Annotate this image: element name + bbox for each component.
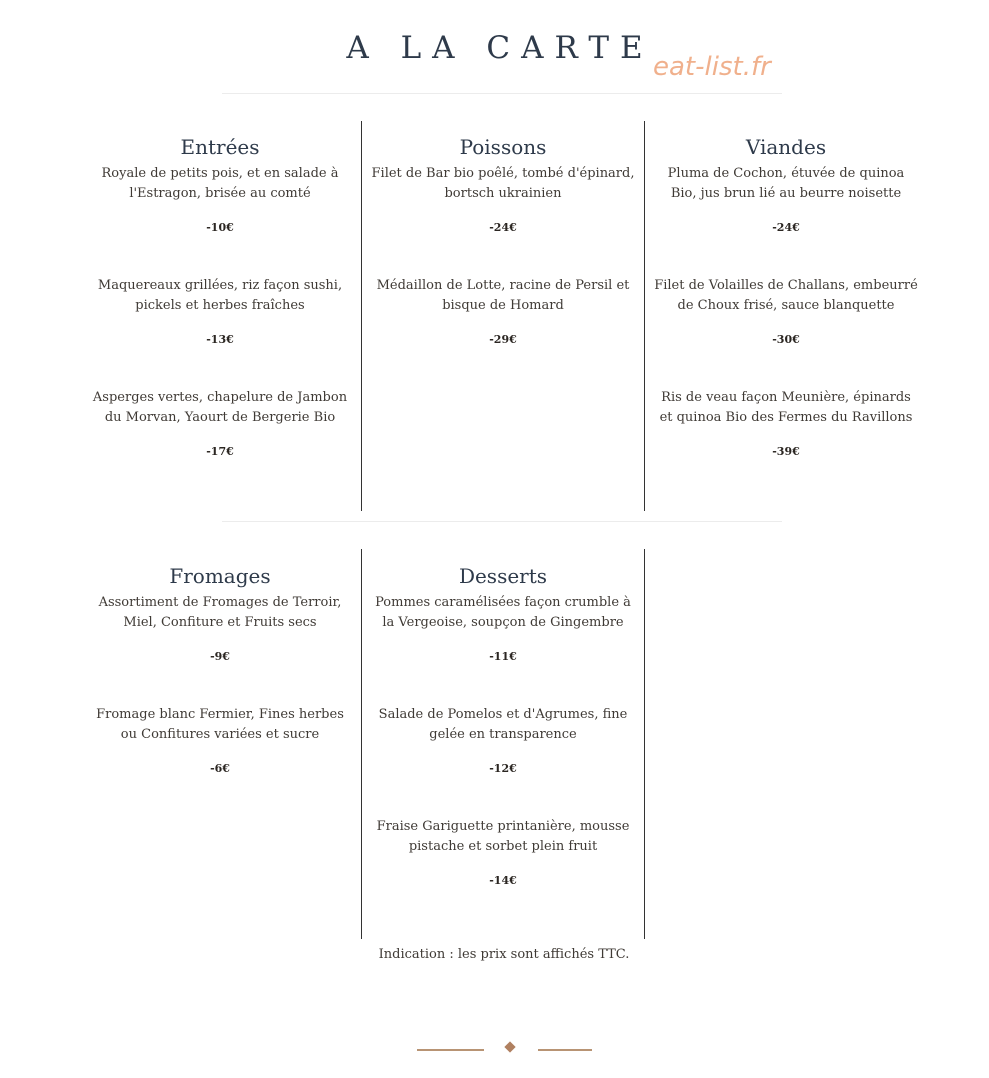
item-price: -24€ [489,221,517,234]
menu-item [644,388,928,500]
item-description: Ris de veau façon Meunière, épinards et quinoa Bio des Fermes du Ravillons [659,390,913,425]
item-price: -13€ [206,333,234,346]
item-description: Médaillon de Lotte, racine de Persil et bisque de Homard [376,278,630,313]
item-price: -12€ [489,762,517,775]
ornament-line-right [538,1049,592,1051]
item-description: Salade de Pomelos et d'Agrumes, fine gelée en transparence [378,707,628,742]
menu-item [361,593,645,705]
menu-item [78,705,362,817]
menu-item [361,276,645,388]
menu-item [644,164,928,276]
item-description: Royale de petits pois, et en salade à l'Estragon, brisée au comté [101,166,339,201]
page-title: A LA CARTE [346,30,654,66]
watermark: eat-list.fr [653,52,771,82]
item-price: -17€ [206,445,234,458]
item-price: -14€ [489,874,517,887]
section-viandes [644,130,928,500]
menu-item [78,388,362,500]
item-description: Maquereaux grillées, riz façon sushi, pickels et herbes fraîches [97,278,343,313]
menu-item [361,164,645,276]
item-description: Fraise Gariguette printanière, mousse pistache et sorbet plein fruit [376,819,630,854]
item-price: -6€ [210,762,230,775]
item-description: Fromage blanc Fermier, Fines herbes ou Confitures variées et sucre [96,707,344,742]
item-price: -39€ [772,445,800,458]
menu-item [361,705,645,817]
top-divider [222,93,782,94]
item-price: -24€ [772,221,800,234]
item-description: Pommes caramélisées façon crumble à la Vergeoise, soupçon de Gingembre [375,595,631,630]
item-description: Asperges vertes, chapelure de Jambon du Morvan, Yaourt de Bergerie Bio [92,390,348,425]
diamond-ornament-icon [504,1041,515,1052]
section-desserts [361,559,645,929]
menu-item [78,276,362,388]
section-title: Poissons [459,135,547,159]
item-price: -11€ [489,650,517,663]
item-description: Filet de Volailles de Challans, embeurré de Choux frisé, sauce blanquette [654,278,918,313]
section-title: Desserts [458,564,548,588]
item-price: -30€ [772,333,800,346]
section-title: Fromages [169,564,271,588]
section-poissons [361,130,645,388]
menu-item [78,164,362,276]
menu-item [361,817,645,929]
item-price: -29€ [489,333,517,346]
item-price: -10€ [206,221,234,234]
menu-item [644,276,928,388]
section-entrees [78,130,362,500]
ornament-line-left [417,1049,484,1051]
section-fromages [78,559,362,817]
menu-item [78,593,362,705]
item-description: Assortiment de Fromages de Terroir, Miel, Confiture et Fruits secs [98,595,342,630]
section-title: Entrées [180,135,260,159]
item-description: Pluma de Cochon, étuvée de quinoa Bio, jus brun lié au beurre noisette [667,166,905,201]
section-title: Viandes [745,135,827,159]
item-price: -9€ [210,650,230,663]
middle-divider [222,521,782,522]
item-description: Filet de Bar bio poêlé, tombé d'épinard, bortsch ukrainien [371,166,635,201]
price-note: Indication : les prix sont affichés TTC. [378,947,630,962]
